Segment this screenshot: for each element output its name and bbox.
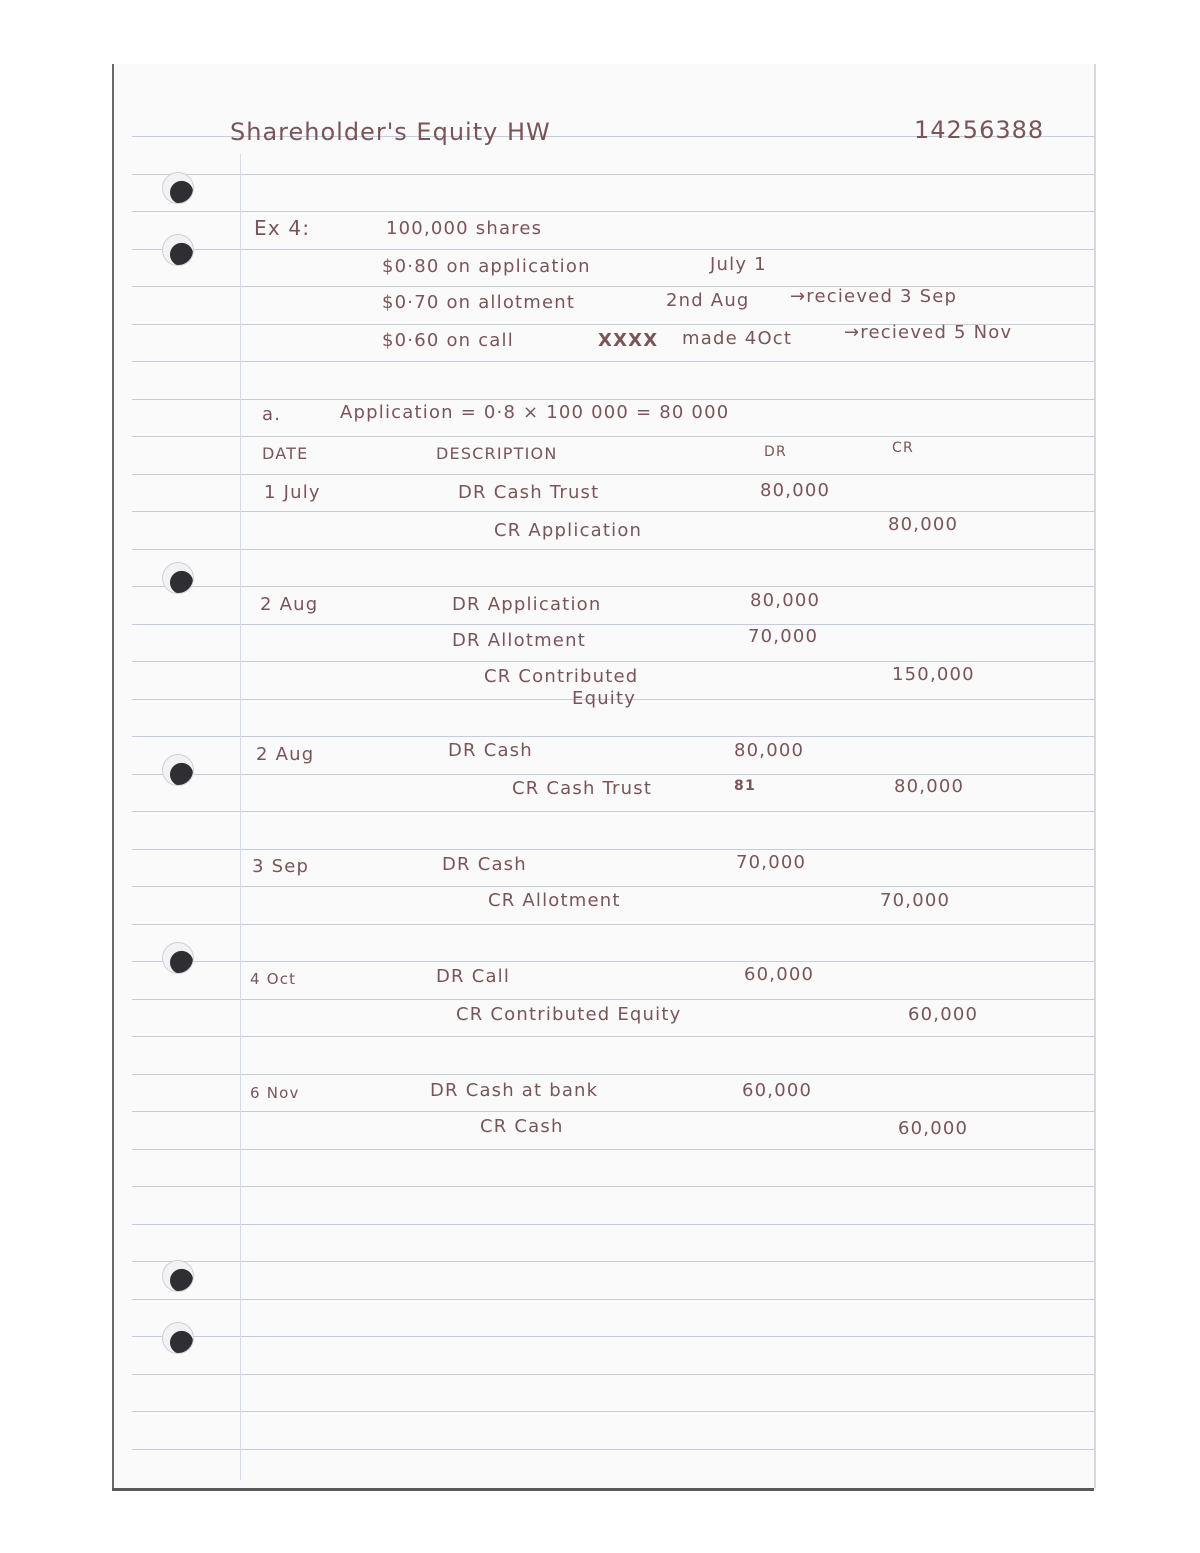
ruled-line (132, 624, 1094, 625)
exercise-call-received: →recieved 5 Nov (844, 322, 1013, 343)
punch-hole (162, 942, 194, 974)
journal-line-dr: 60,000 (744, 964, 815, 985)
exercise-allotment-received: →recieved 3 Sep (790, 286, 958, 307)
journal-entry-date: 3 Sep (252, 856, 310, 877)
exercise-application-date: July 1 (710, 254, 767, 275)
journal-line-dr: 70,000 (748, 626, 819, 647)
journal-line-dr: 60,000 (742, 1080, 813, 1101)
journal-line-dr: 80,000 (760, 480, 831, 501)
ruled-line (132, 961, 1094, 962)
notebook-page (112, 64, 1094, 1488)
ruled-line (132, 999, 1094, 1000)
exercise-call-made: made 4Oct (682, 328, 793, 349)
ruled-line (132, 361, 1094, 362)
journal-line-description: DR Cash at bank (430, 1080, 599, 1101)
punch-hole (162, 234, 194, 266)
punch-hole (162, 754, 194, 786)
journal-line-description: CR Contributed Equity (456, 1004, 682, 1025)
ruled-line (132, 436, 1094, 437)
journal-entry-date: 1 July (264, 482, 321, 503)
journal-line-dr: 80,000 (750, 590, 821, 611)
ruled-line (132, 811, 1094, 812)
ruled-line (132, 549, 1094, 550)
crossed-out-text: XXXX (598, 330, 659, 351)
crossed-out-text: 81 (734, 778, 756, 794)
ruled-line (132, 736, 1094, 737)
punch-hole (162, 172, 194, 204)
ruled-line (132, 1036, 1094, 1037)
journal-header-cr: CR (892, 440, 914, 456)
ruled-line (132, 474, 1094, 475)
journal-line-description: DR Call (436, 966, 511, 987)
ruled-line (132, 1411, 1094, 1412)
journal-entry-date: 2 Aug (260, 594, 319, 615)
journal-line-dr: 70,000 (736, 852, 807, 873)
journal-line-description: DR Cash (442, 854, 527, 875)
journal-header-description: DESCRIPTION (436, 444, 558, 463)
exercise-shares: 100,000 shares (386, 218, 543, 239)
journal-entry-date: 4 Oct (250, 970, 297, 988)
exercise-allotment: $0·70 on allotment (382, 292, 576, 313)
ruled-line (132, 1374, 1094, 1375)
punch-hole (162, 1322, 194, 1354)
journal-line-cr: 60,000 (898, 1118, 969, 1139)
ruled-line (132, 1299, 1094, 1300)
journal-line-description: CR Contributed (484, 666, 639, 687)
ruled-line (132, 249, 1094, 250)
ruled-line (132, 1449, 1094, 1450)
ruled-line (132, 511, 1094, 512)
ruled-line (132, 399, 1094, 400)
margin-line (240, 154, 241, 1480)
journal-line-description: DR Cash Trust (458, 482, 600, 503)
journal-line-description: CR Allotment (488, 890, 621, 911)
journal-entry-date: 2 Aug (256, 744, 315, 765)
exercise-call: $0·60 on call (382, 330, 514, 351)
part-a-calculation: Application = 0·8 × 100 000 = 80 000 (340, 402, 730, 423)
journal-line-description-continued: Equity (572, 688, 637, 709)
journal-line-cr: 70,000 (880, 890, 951, 911)
ruled-line (132, 924, 1094, 925)
exercise-allotment-date: 2nd Aug (666, 290, 750, 311)
journal-line-cr: 60,000 (908, 1004, 979, 1025)
punch-hole (162, 1260, 194, 1292)
journal-line-description: DR Application (452, 594, 602, 615)
ruled-line (132, 1186, 1094, 1187)
journal-line-description: DR Cash (448, 740, 533, 761)
ruled-line (132, 886, 1094, 887)
ruled-line (132, 1261, 1094, 1262)
journal-header-dr: DR (764, 444, 787, 460)
journal-line-description: DR Allotment (452, 630, 586, 651)
page-title: Shareholder's Equity HW (230, 118, 551, 146)
ruled-line (132, 1336, 1094, 1337)
exercise-application: $0·80 on application (382, 256, 591, 277)
ruled-line (132, 849, 1094, 850)
journal-line-description: CR Cash Trust (512, 778, 653, 799)
journal-line-dr: 80,000 (734, 740, 805, 761)
ruled-line (132, 1074, 1094, 1075)
ruled-line (132, 1224, 1094, 1225)
exercise-label: Ex 4: (254, 216, 311, 240)
journal-line-description: CR Application (494, 520, 643, 541)
ruled-line (132, 211, 1094, 212)
journal-line-cr: 80,000 (888, 514, 959, 535)
punch-hole (162, 562, 194, 594)
ruled-line (132, 586, 1094, 587)
journal-entry-date: 6 Nov (250, 1084, 300, 1102)
journal-line-description: CR Cash (480, 1116, 564, 1137)
ruled-line (132, 1111, 1094, 1112)
part-a-label: a. (262, 404, 282, 425)
journal-line-cr: 150,000 (892, 664, 975, 685)
journal-line-cr: 80,000 (894, 776, 965, 797)
journal-header-date: DATE (262, 444, 309, 463)
ruled-line (132, 661, 1094, 662)
ruled-line (132, 774, 1094, 775)
ruled-line (132, 174, 1094, 175)
ruled-line (132, 1149, 1094, 1150)
student-id: 14256388 (914, 116, 1045, 144)
